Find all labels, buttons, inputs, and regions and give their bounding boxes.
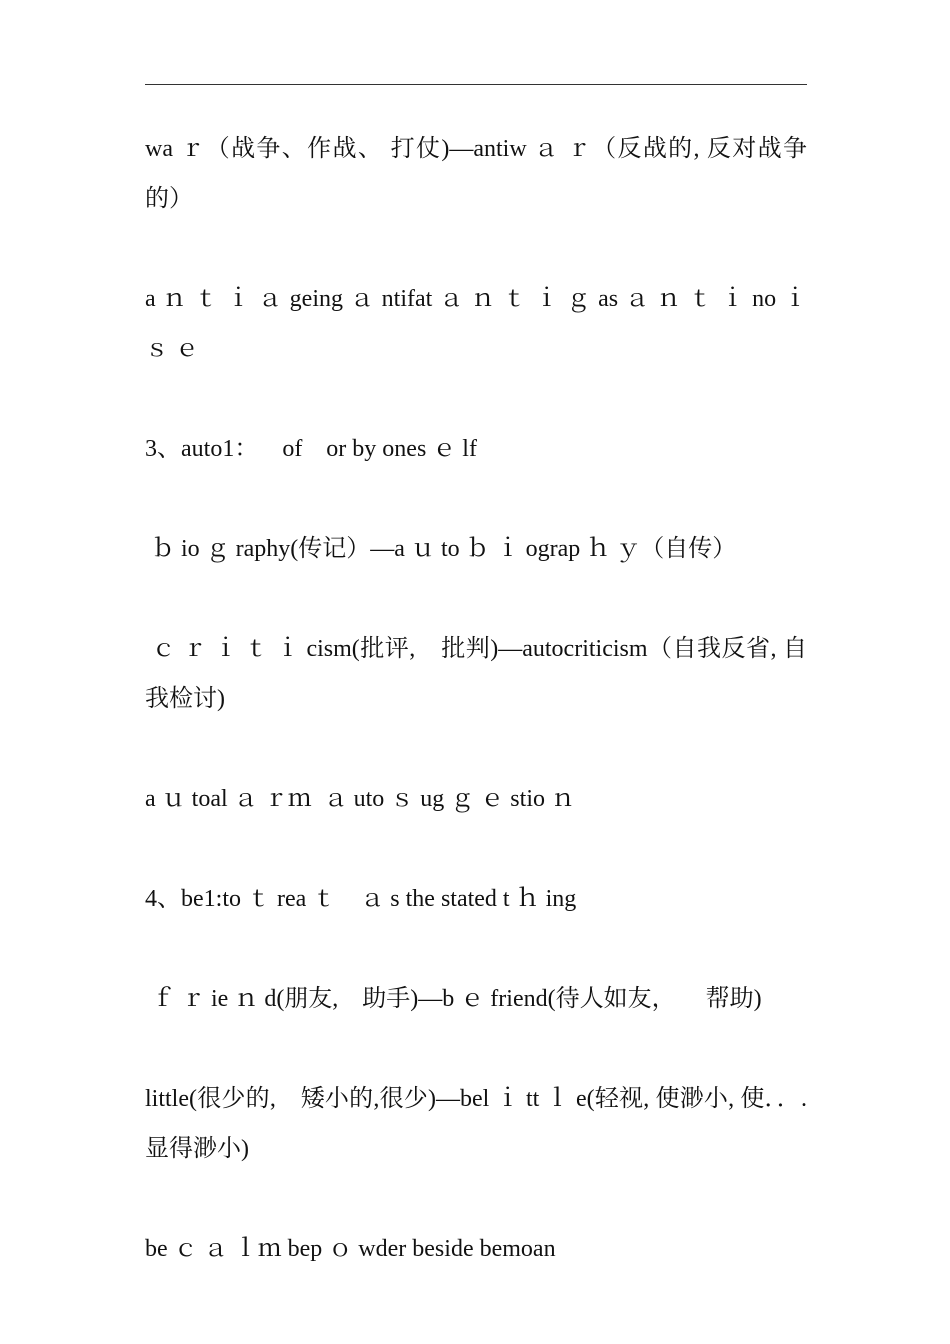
paragraph-belittle: little(很少的, 矮小的,很少)—bel ｉ tt ｌ e(轻视, 使渺小, 使．．.显得渺小) bbox=[145, 1086, 807, 1162]
paragraph-anti-examples: a ｎ ｔ ｉ ａ geing ａ ntifat ａ ｎ ｔ ｉ ｇ as ａ ｎ ｔ ｉ no ｉ ｓ ｅ bbox=[145, 286, 813, 362]
paragraph-be-examples: be ｃ ａ ｌｍ bep ｏ wder beside bemoan bbox=[145, 1236, 556, 1262]
document-body bbox=[145, 124, 813, 1324]
paragraph-autobiography: ｂ io ｇ raphy(传记）—a ｕ to ｂ ｉ ograp ｈ ｙ（自传） bbox=[145, 536, 737, 562]
top-divider bbox=[145, 84, 807, 85]
paragraph-auto-examples: a ｕ toal ａ ｒｍ ａ uto ｓ ug ｇ ｅ stio ｎ bbox=[145, 786, 575, 812]
paragraph-antiwar: wa ｒ（战争、作战、 打仗)—antiw ａ ｒ（反战的, 反对战争的） bbox=[145, 136, 807, 212]
paragraph-befriend: ｆ ｒ ie ｎ d(朋友, 助手)—b ｅ friend(待人如友， 帮助) bbox=[145, 986, 762, 1012]
paragraph-autocriticism: ｃ ｒ ｉ ｔ ｉ cism(批评, 批判)—autocriticism（自我反省, 自我检讨) bbox=[145, 636, 808, 712]
paragraph-auto-heading: 3、auto1： of or by ones ｅ lf bbox=[145, 436, 477, 462]
paragraph-be-heading: 4、be1:to ｔ rea ｔ ａ s the stated t ｈ ing bbox=[145, 886, 577, 912]
